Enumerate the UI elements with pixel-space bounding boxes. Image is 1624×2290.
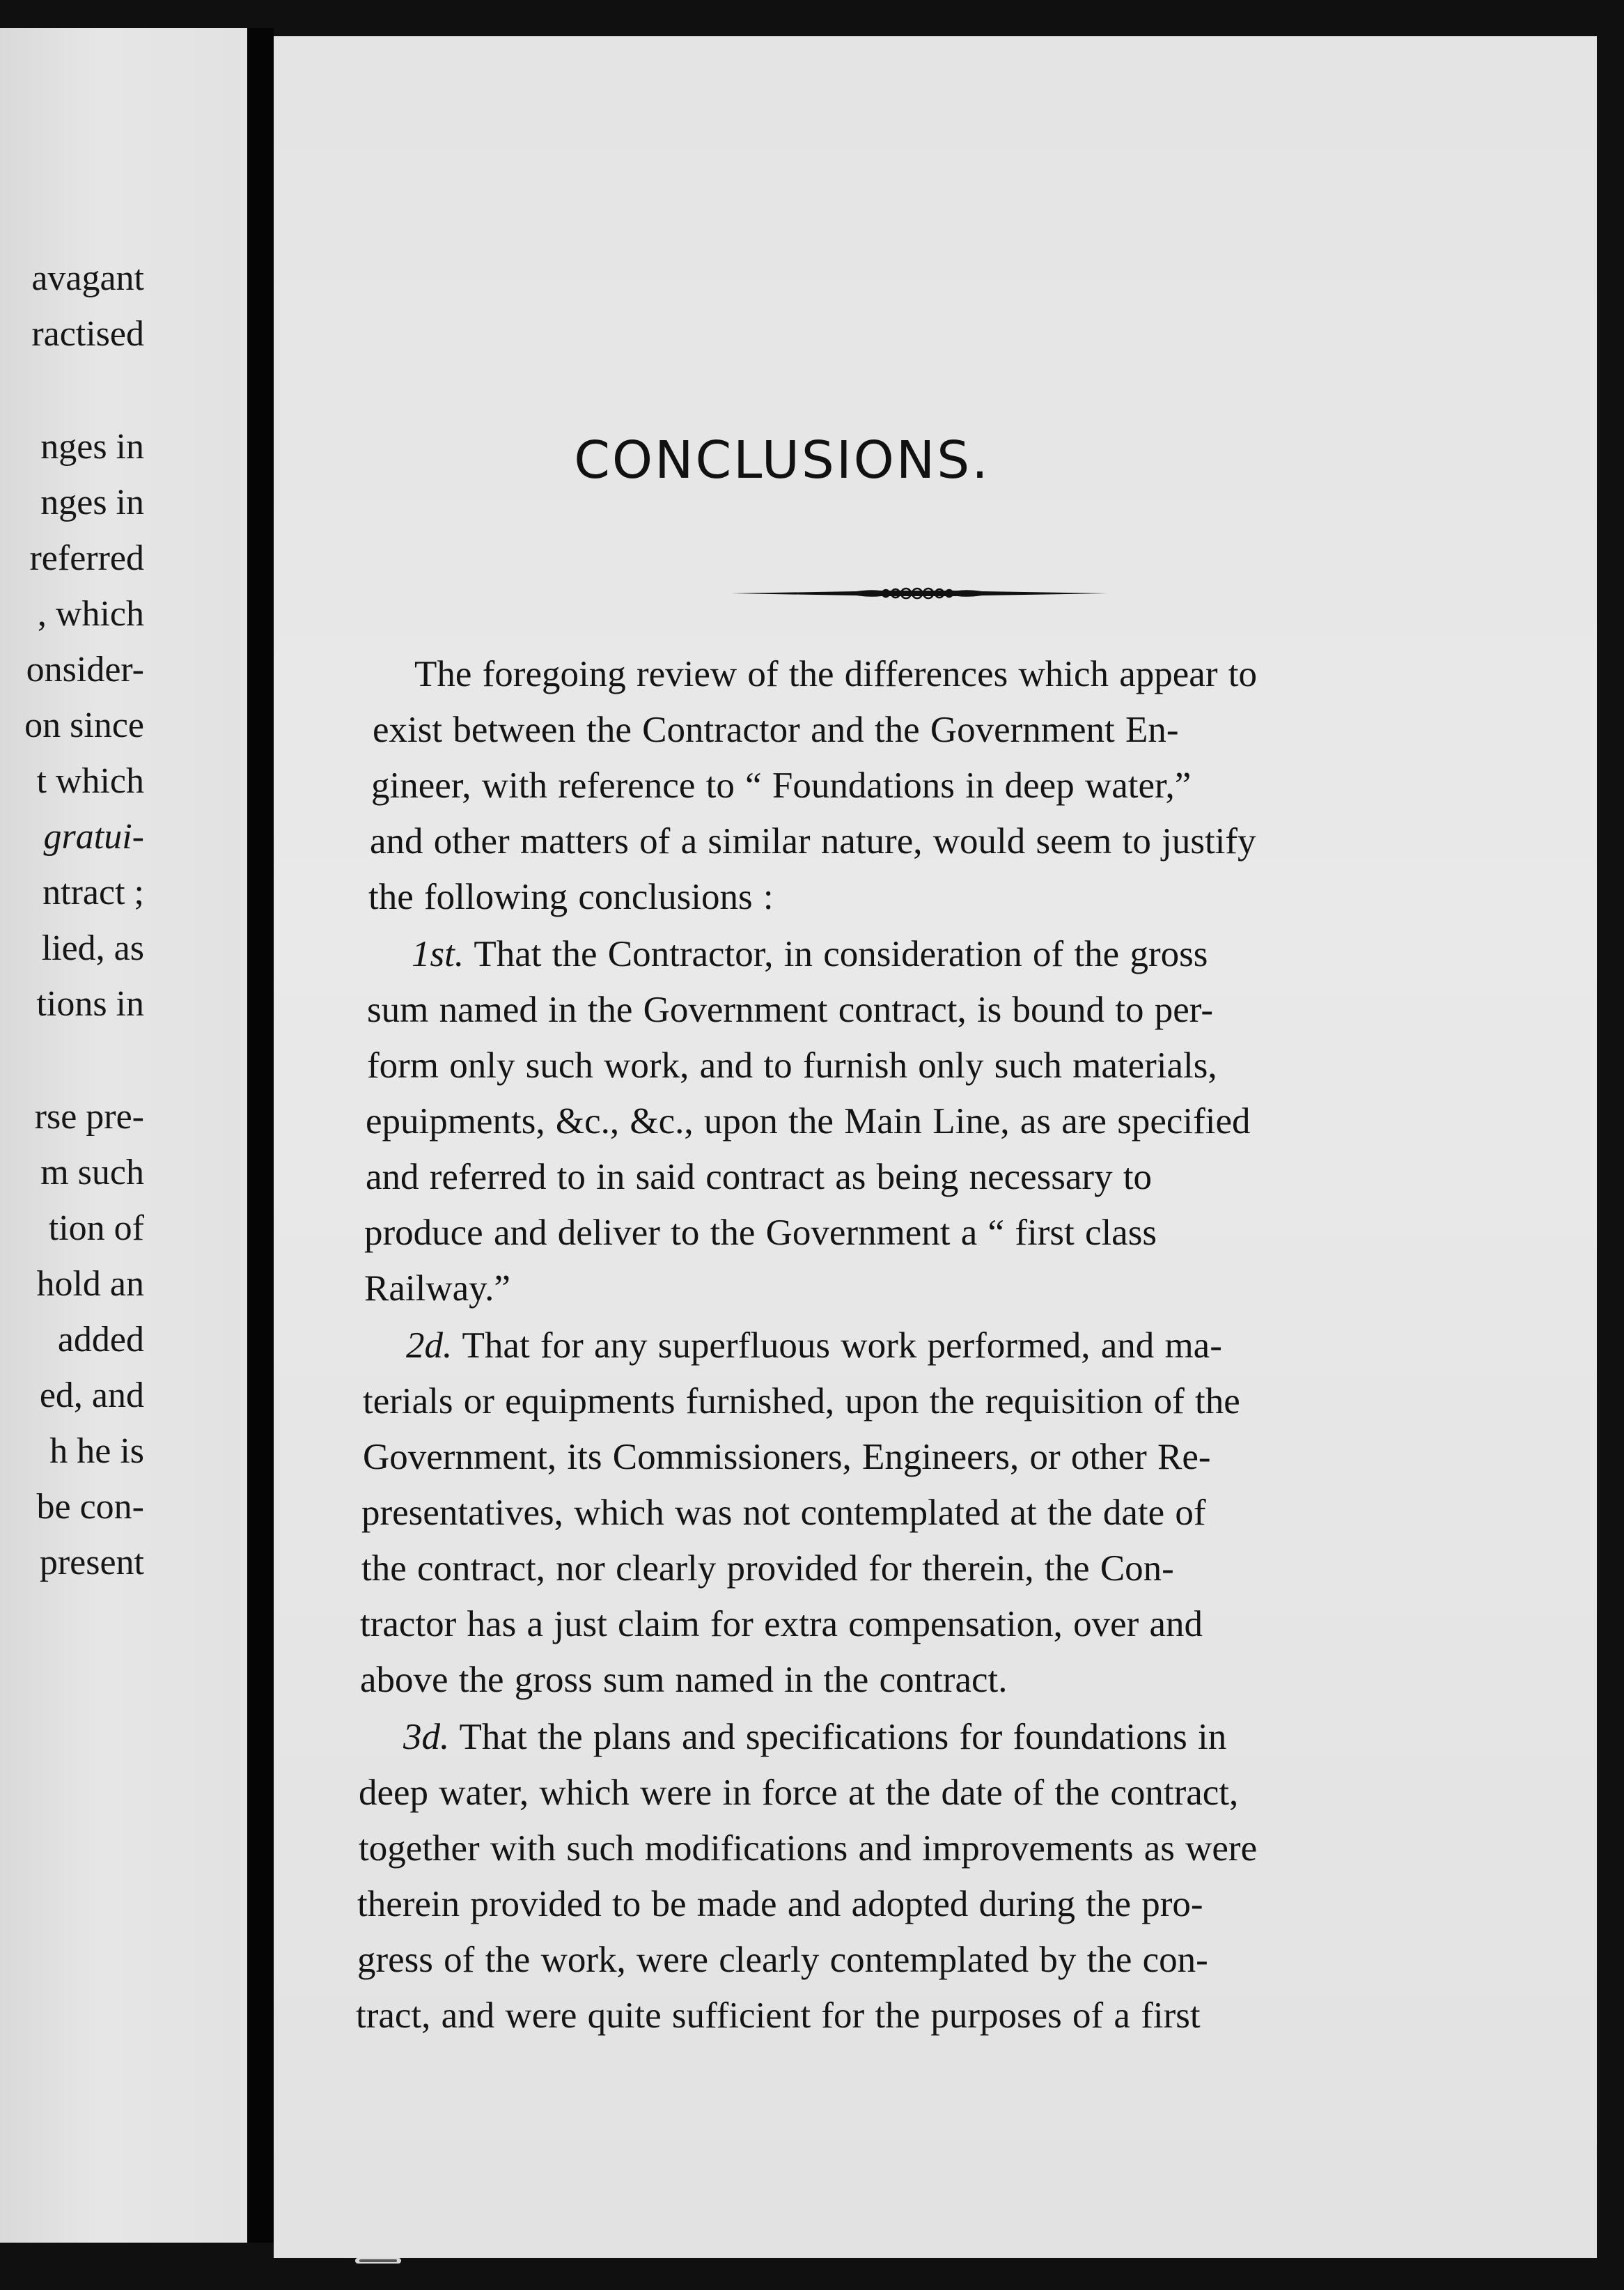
scan-artifact-mark	[355, 2255, 401, 2266]
left-line: tion of	[48, 1208, 144, 1248]
text-line: the following conclusions :	[368, 877, 774, 917]
item-marker: 3d.	[403, 1717, 450, 1757]
left-line: ed, and	[39, 1376, 144, 1415]
numbered-item-first-line	[403, 1719, 1226, 1756]
left-line: avagant	[31, 258, 144, 298]
text-line: sum named in the Government contract, is bound to per-	[367, 990, 1214, 1030]
text-line: gineer, with reference to “ Foundations in deep water,”	[371, 765, 1192, 806]
left-line: m such	[40, 1153, 144, 1192]
book-gutter	[247, 28, 274, 2243]
title-ornament-divider	[731, 579, 1107, 607]
left-line: onsider-	[26, 650, 144, 690]
text-line: the contract, nor clearly provided for therein, the Con-	[361, 1548, 1174, 1589]
left-line: hold an	[36, 1264, 144, 1304]
left-line: referred	[29, 538, 144, 578]
text-line: tractor has a just claim for extra compensation, over and	[360, 1604, 1203, 1644]
left-line: be con-	[36, 1487, 144, 1527]
left-line: on since	[24, 706, 144, 745]
text-line: Government, its Commissioners, Engineers, or other Re-	[363, 1437, 1211, 1477]
left-line: , which	[37, 594, 144, 634]
text-line: tract, and were quite sufficient for the purposes of a first	[356, 1995, 1201, 2036]
numbered-item-first-line	[406, 1327, 1222, 1364]
left-line: rse pre-	[34, 1097, 144, 1137]
left-line: nges in	[40, 427, 144, 467]
text-line: Railway.”	[364, 1268, 510, 1309]
text-line: terials or equipments furnished, upon the requisition of the	[363, 1381, 1240, 1421]
left-line: h he is	[49, 1431, 144, 1471]
left-line: t which	[36, 761, 144, 801]
item-text: That for any superfluous work performed, and ma-	[462, 1325, 1222, 1366]
left-line: nges in	[40, 483, 144, 522]
page-title: CONCLUSIONS.	[574, 430, 990, 490]
text-line: epuipments, &c., &c., upon the Main Line, as are specified	[366, 1101, 1251, 1142]
item-text: That the Contractor, in consideration of the gross	[474, 934, 1208, 974]
item-marker: 1st.	[412, 934, 464, 974]
left-line: lied, as	[41, 928, 144, 968]
text-line: presentatives, which was not contemplated at the date of	[361, 1493, 1206, 1533]
left-line: ntract ;	[42, 873, 144, 912]
item-marker: 2d.	[406, 1325, 453, 1366]
left-line: gratui-	[43, 817, 144, 857]
text-line: and referred to in said contract as being necessary to	[366, 1157, 1153, 1197]
text-line: therein provided to be made and adopted during the pro-	[357, 1884, 1203, 1924]
text-line: form only such work, and to furnish only such materials,	[367, 1045, 1217, 1086]
text-line: deep water, which were in force at the date of the contract,	[359, 1773, 1239, 1813]
text-line: together with such modifications and improvements as were	[359, 1828, 1258, 1869]
text-line: exist between the Contractor and the Government En-	[373, 710, 1179, 750]
left-line: present	[39, 1543, 144, 1582]
text-line: produce and deliver to the Government a “ first class	[364, 1213, 1157, 1253]
main-page	[274, 36, 1597, 2258]
text-line: and other matters of a similar nature, would seem to justify	[370, 821, 1256, 862]
left-line: ractised	[31, 314, 144, 354]
numbered-item-first-line	[412, 936, 1208, 973]
text-line: gress of the work, were clearly contemplated by the con-	[357, 1940, 1208, 1980]
text-line: The foregoing review of the differences which appear to	[414, 654, 1257, 694]
left-page-fragment	[0, 28, 247, 2243]
text-line: above the gross sum named in the contract.	[360, 1660, 1008, 1700]
left-line: tions in	[36, 984, 144, 1024]
left-line: added	[57, 1320, 144, 1360]
item-text: That the plans and specifications for foundations in	[459, 1717, 1227, 1757]
